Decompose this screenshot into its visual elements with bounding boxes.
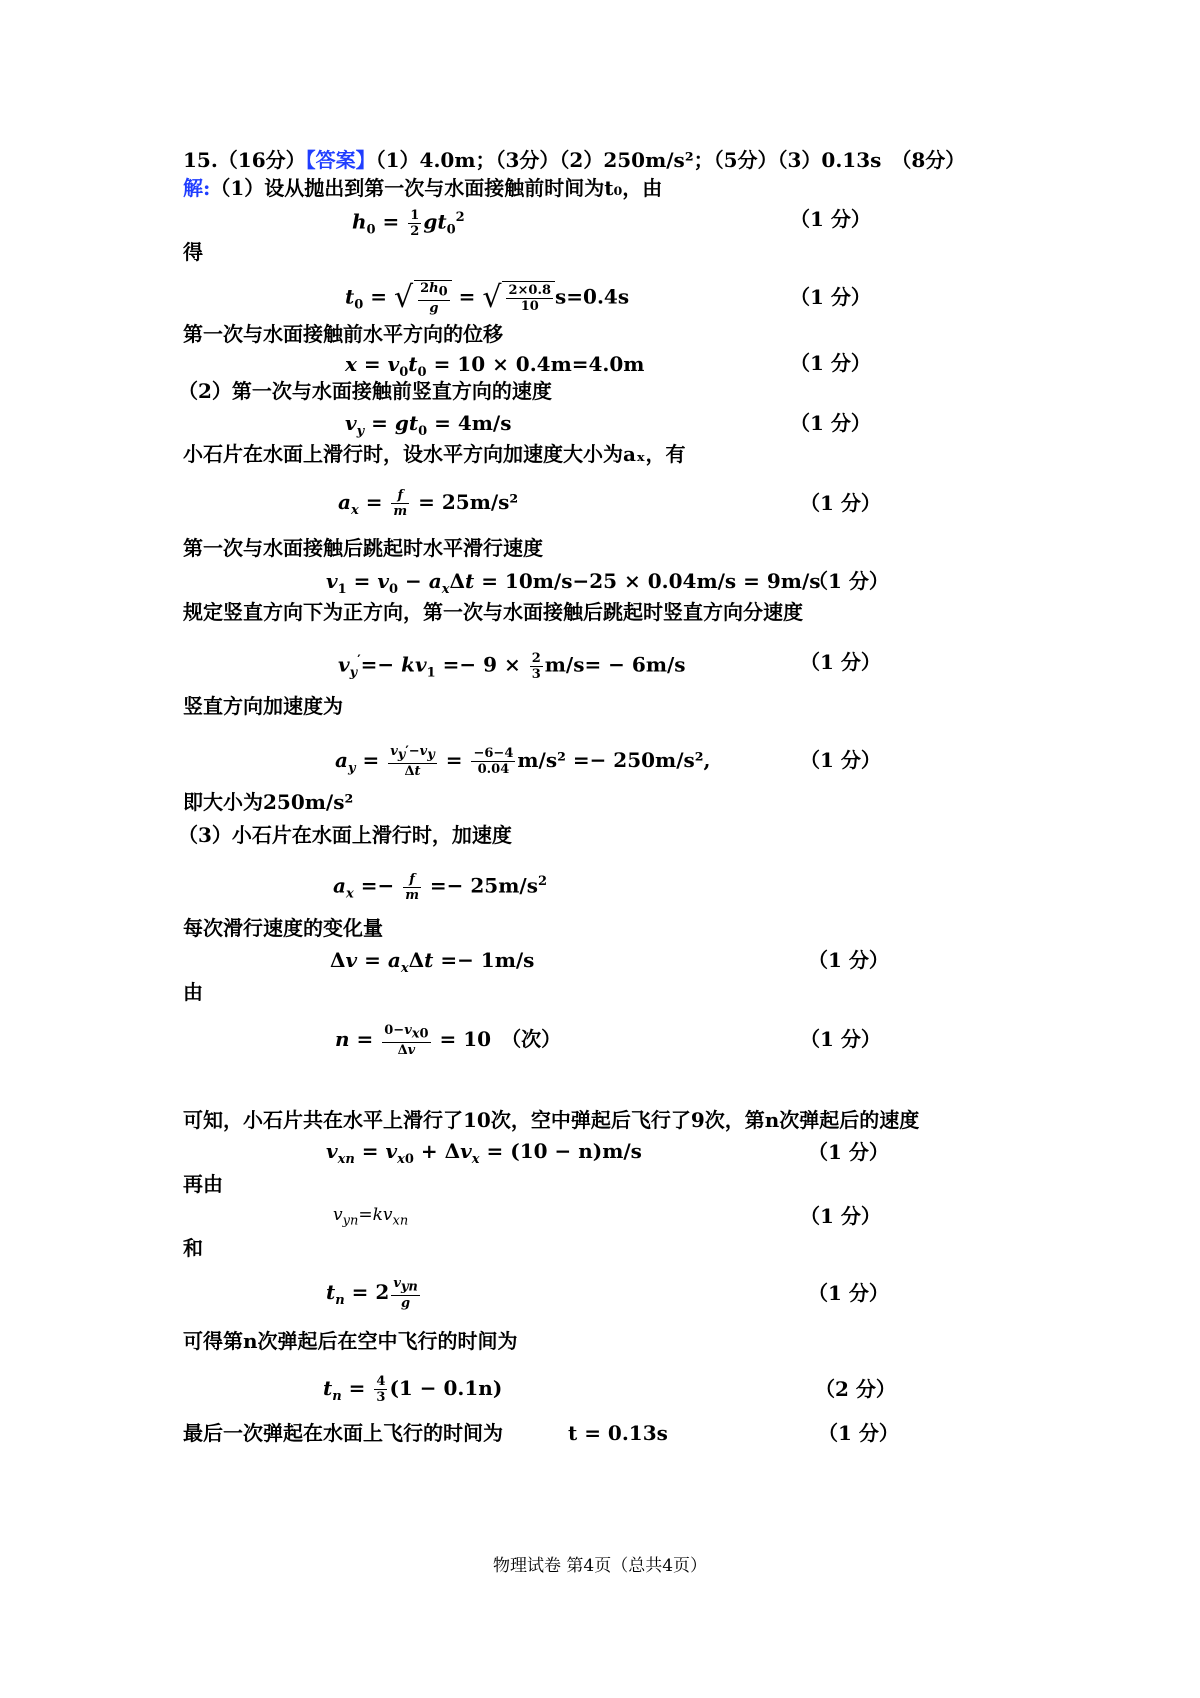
equation-ax-negative: $a_x$ =− $\frac{f}{m}$ =− $25m/s^2$ [333,871,547,903]
score: （1 分） [800,650,881,674]
you-text: 由 [183,980,203,1004]
equation-x-tail: = 10 × 0.4m=4.0m [433,352,645,376]
score: （1 分） [808,1281,889,1305]
zaiyou-text: 再由 [183,1172,223,1196]
equation-v1: $v_1 = v_0 - a_x\Delta t = 10m/s-25 \times 0.04m/s = 9m/s$ [326,569,821,597]
score: （1 分） [790,411,871,435]
question-number: 15.（16分） [183,148,306,172]
equation-n-unit: （次） [511,1026,562,1051]
after-jump-horizontal-text: 第一次与水面接触后跳起时水平滑行速度 [183,536,543,560]
equation-tn-rhs: (1 − 0.1n) [389,1376,503,1400]
answer-tag: 【答案】 [305,148,376,172]
he-text: 和 [183,1236,203,1260]
score: （1 分） [800,748,881,772]
part1-text: （1）设从抛出到第一次与水面接触前时间为t₀，由 [210,176,663,200]
equation-vy: $v_y = gt_0 = 4m/s$ [345,411,512,439]
score: （1 分） [800,491,881,515]
score: （1 分） [818,1421,899,1445]
equation-delta-v: $\Delta v = a_x\Delta t =- 1m/s$ [330,948,535,976]
horizontal-displacement-text: 第一次与水面接触前水平方向的位移 [183,322,503,346]
equation-vxn: $v_{xn} = v_{x0} + \Delta v_x = (10 - n)m/s$ [326,1139,642,1167]
equation-v1-tail: = 10m/s−25 × 0.04m/s = 9m/s [481,569,821,593]
equation-ax-tail: = 25m/s² [418,490,519,514]
score: （1 分） [808,569,889,593]
time-n-text: 可得第n次弹起后在空中飞行的时间为 [183,1329,518,1353]
score: （1 分） [790,207,871,231]
score: （1 分） [790,285,871,309]
equation-t-final: t = 0.13s [568,1421,668,1445]
equation-vxn-tail: = (10 − n)m/s [486,1139,642,1163]
de-text: 得 [183,240,203,264]
equation-ax: $a_x$ = $\frac{f}{m}$ = 25m/s² [338,488,519,519]
last-text: 最后一次弹起在水面上飞行的时间为 [183,1421,503,1445]
slide-accel-text: 小石片在水面上滑行时，设水平方向加速度大小为aₓ，有 [183,442,686,466]
conclusion-text: 可知，小石片共在水平上滑行了10次，空中弹起后飞行了9次，第n次弹起后的速度 [183,1108,920,1132]
answer-header [183,146,965,174]
equation-n: n = $\frac{0-v_{x0}}{\Delta v}$ = 10 （次） [335,1023,562,1058]
score: （1 分） [790,351,871,375]
equation-x: $x = v_0t_0 = 10 \times 0.4m=4.0m$ [345,352,645,380]
equation-vy-prime: $v_y'=- kv_1 =- 9$ × $\frac{2}{3}$ m/s= − 6m/s [338,650,686,682]
equation-vyn: $v_{yn}=kv_{xn}$ [333,1205,409,1229]
equation-h0: $h_0$ = $\frac{1}{2}$ $gt_0^2$ [352,207,465,239]
equation-tn-result: $t_n$ = $\frac{4}{3}$ (1 − 0.1n) [323,1374,503,1405]
equation-t0: $t_0$ = √ $\frac{2h_0}{g}$ = √ $\frac{2\times 0.8}{10}$ s=0.4s [345,279,630,316]
score: （1 分） [800,1204,881,1228]
delta-v-text: 每次滑行速度的变化量 [183,916,383,940]
page-footer: 物理试卷 第4页（总共4页） [492,1556,708,1576]
score: （2 分） [815,1377,896,1401]
score: （1 分） [808,1140,889,1164]
score: （1 分） [808,948,889,972]
solution-label: 解: [183,176,211,200]
part3-intro: （3）小石片在水面上滑行时，加速度 [178,823,512,847]
magnitude-text: 即大小为250m/s² [183,790,354,814]
equation-ay: $a_y$ = $\frac{v_y'-v_y}{\Delta t}$ = $\frac{-6-4}{0.04}$ m/s² =− 250m/s², [335,744,711,779]
vertical-direction-text: 规定竖直方向下为正方向，第一次与水面接触后跳起时竖直方向分速度 [183,600,803,624]
equation-ay-tail: m/s² =− 250m/s², [517,747,711,772]
vertical-accel-text: 竖直方向加速度为 [183,694,343,718]
part2-intro: （2）第一次与水面接触前竖直方向的速度 [178,379,552,403]
score: （1 分） [800,1027,881,1051]
part1-intro [183,174,662,202]
answer-summary: （1）4.0m；（3分）（2）250m/s²；（5分）（3）0.13s （8分） [375,148,966,172]
equation-tn: $t_n = 2$ $\frac{v_{yn}}{g}$ [326,1276,418,1311]
